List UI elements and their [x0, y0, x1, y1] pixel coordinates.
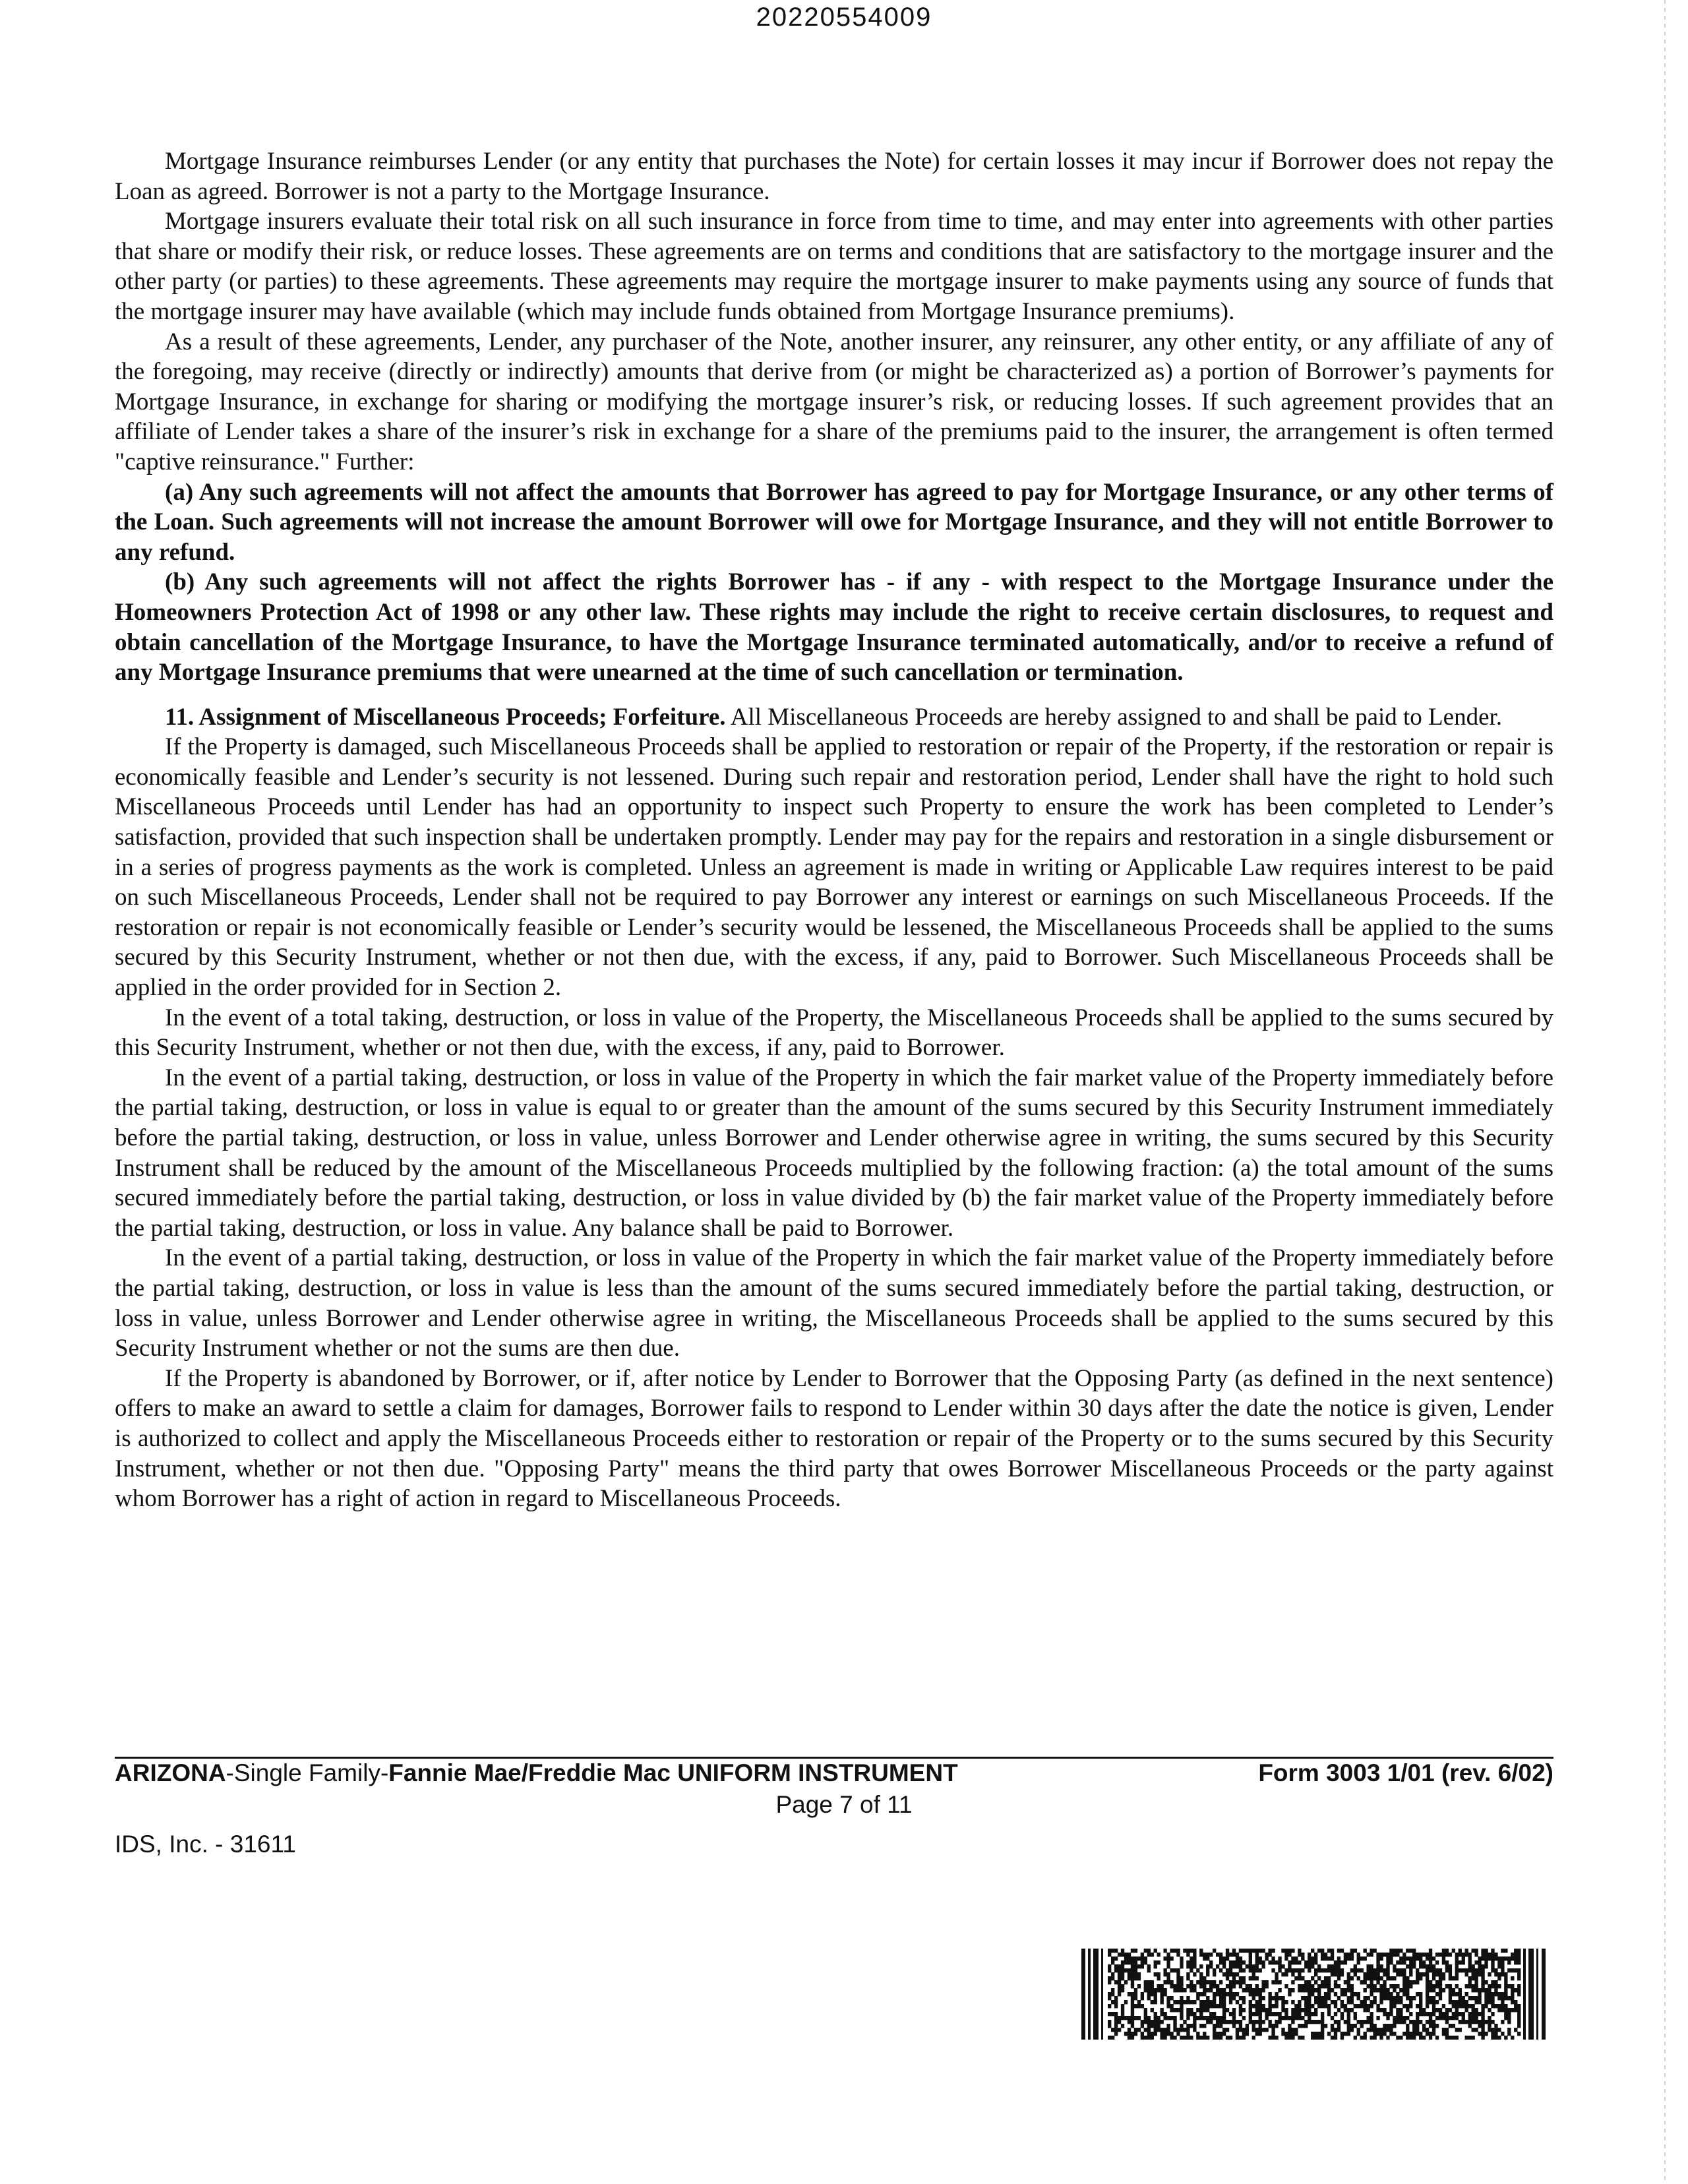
footer-divider — [115, 1757, 1553, 1759]
paragraph-clause-a: (a) Any such agreements will not affect the amounts that Borrower has agreed to pay for Mortgage Insurance, or any other terms of the Loan. Such agreements will not increase the amount Borrower will owe for Mortgage Insurance, and they will not entitle Borrower to any refund. — [115, 478, 1553, 566]
paragraph-property-abandoned: If the Property is abandoned by Borrower, or if, after notice by Lender to Borrower that the Opposing Party (as defined in the next sentence) offers to make an award to settle a claim for damages, Borrower fails to respond to Lender within 30 days after the date the notice is given, Lender is authorized to collect and apply the Miscellaneous Proceeds either to restoration or repair of the Property or to the sums secured by this Security Instrument, whether or not then due. "Opposing Party" means the third party that owes Borrower Miscellaneous Proceeds or the party against whom Borrower has a right of action in regard to Miscellaneous Proceeds. — [115, 1364, 1553, 1513]
paragraph-result-of-agreements: As a result of these agreements, Lender, any purchaser of the Note, another insurer, any reinsurer, any other entity, or any affiliate of any of the foregoing, may receive (directly or indirectly) amounts that derive from (or might be characterized as) a portion of Borrower’s payments for Mortgage Insurance, in exchange for sharing or modifying the mortgage insurer’s risk, or reducing losses. If such agreement provides that an affiliate of Lender takes a share of the insurer’s risk in exchange for a share of the premiums paid to the insurer, the arrangement is often termed "captive reinsurance." Further: — [115, 328, 1553, 475]
barcode-image — [1081, 1949, 1551, 2040]
paragraph-mortgage-insurance-reimburses: Mortgage Insurance reimburses Lender (or any entity that purchases the Note) for certain losses it may incur if Borrower does not repay the Loan as agreed. Borrower is not a party to the Mortgage Insurance. — [115, 148, 1553, 205]
paragraph-property-damaged: If the Property is damaged, such Miscellaneous Proceeds shall be applied to restoration or repair of the Property, if the restoration or repair is economically feasible and Lender’s security is not lessened. During such repair and restoration period, Lender shall have the right to hold such Miscellaneous Proceeds until Lender has had an opportunity to inspect such Property to ensure the work has been completed to Lender’s satisfaction, provided that such inspection shall be undertaken promptly. Lender may pay for the repairs and restoration in a single disbursement or in a series of progress payments as the work is completed. Unless an agreement is made in writing or Applicable Law requires interest to be paid on such Miscellaneous Proceeds, Lender shall not be required to pay Borrower any interest or earnings on such Miscellaneous Proceeds. If the restoration or repair is not economically feasible or Lender’s security would be lessened, the Miscellaneous Proceeds shall be applied to the sums secured by this Security Instrument, whether or not then due, with the excess, if any, paid to Borrower. Such Miscellaneous Proceeds shall be applied in the order provided for in Section 2. — [115, 733, 1553, 1002]
paragraph-clause-b: (b) Any such agreements will not affect the rights Borrower has - if any - with respect to the Mortgage Insurance under the Homeowners Protection Act of 1998 or any other law. These rights may include the right to receive certain disclosures, to request and obtain cancellation of the Mortgage Insurance, to have the Mortgage Insurance terminated automatically, and/or to receive a refund of any Mortgage Insurance premiums that were unearned at the time of such cancellation or termination. — [115, 568, 1553, 686]
scan-margin-line — [1664, 0, 1666, 2184]
paragraph-total-taking: In the event of a total taking, destruction, or loss in value of the Property, the Miscellaneous Proceeds shall be applied to the sums secured by this Security Instrument, whether or not then due, with the excess, if any, paid to Borrower. — [115, 1004, 1553, 1062]
paragraph-partial-taking-greater: In the event of a partial taking, destruction, or loss in value of the Property in which the fair market value of the Property immediately before the partial taking, destruction, or loss in value is equal to or greater than the amount of the sums secured by this Security Instrument immediately before the partial taking, destruction, or loss in value, unless Borrower and Lender otherwise agree in writing, the sums secured by this Security Instrument shall be reduced by the amount of the Miscellaneous Proceeds multiplied by the following fraction: (a) the total amount of the sums secured immediately before the partial taking, destruction, or loss in value divided by (b) the fair market value of the Property immediately before the partial taking, destruction, or loss in value. Any balance shall be paid to Borrower. — [115, 1064, 1553, 1242]
footer-instrument-title — [115, 1759, 958, 1787]
footer-ids-code: IDS, Inc. - 31611 — [115, 1831, 296, 1858]
footer-instrument: Fannie Mae/Freddie Mac UNIFORM INSTRUMENT — [388, 1759, 958, 1786]
section-11-intro-text: All Miscellaneous Proceeds are hereby assigned to and shall be paid to Lender. — [730, 703, 1503, 731]
footer-page-number: Page 7 of 11 — [775, 1791, 913, 1818]
footer-state: ARIZONA — [115, 1759, 226, 1786]
document-body — [115, 146, 1553, 1514]
section-11-heading: 11. Assignment of Miscellaneous Proceeds; Forfeiture. — [165, 703, 726, 731]
footer-family: -Single Family- — [226, 1759, 389, 1786]
paragraph-partial-taking-less: In the event of a partial taking, destruction, or loss in value of the Property in which the fair market value of the Property immediately before the partial taking, destruction, or loss in value is less than the amount of the sums secured immediately before the partial taking, destruction, or loss in value, unless Borrower and Lender otherwise agree in writing, the Miscellaneous Proceeds shall be applied to the sums secured by this Security Instrument whether or not the sums are then due. — [115, 1244, 1553, 1362]
footer-form-number: Form 3003 1/01 (rev. 6/02) — [1258, 1759, 1553, 1786]
paragraph-mortgage-insurers-evaluate: Mortgage insurers evaluate their total risk on all such insurance in force from time to time, and may enter into agreements with other parties that share or modify their risk, or reduce losses. These agreements are on terms and conditions that are satisfactory to the mortgage insurer and the other party (or parties) to these agreements. These agreements may require the mortgage insurer to make payments using any source of funds that the mortgage insurer may have available (which may include funds obtained from Mortgage Insurance premiums). — [115, 208, 1553, 325]
section-11-intro — [115, 702, 1553, 733]
document-number: 20220554009 — [756, 3, 932, 32]
